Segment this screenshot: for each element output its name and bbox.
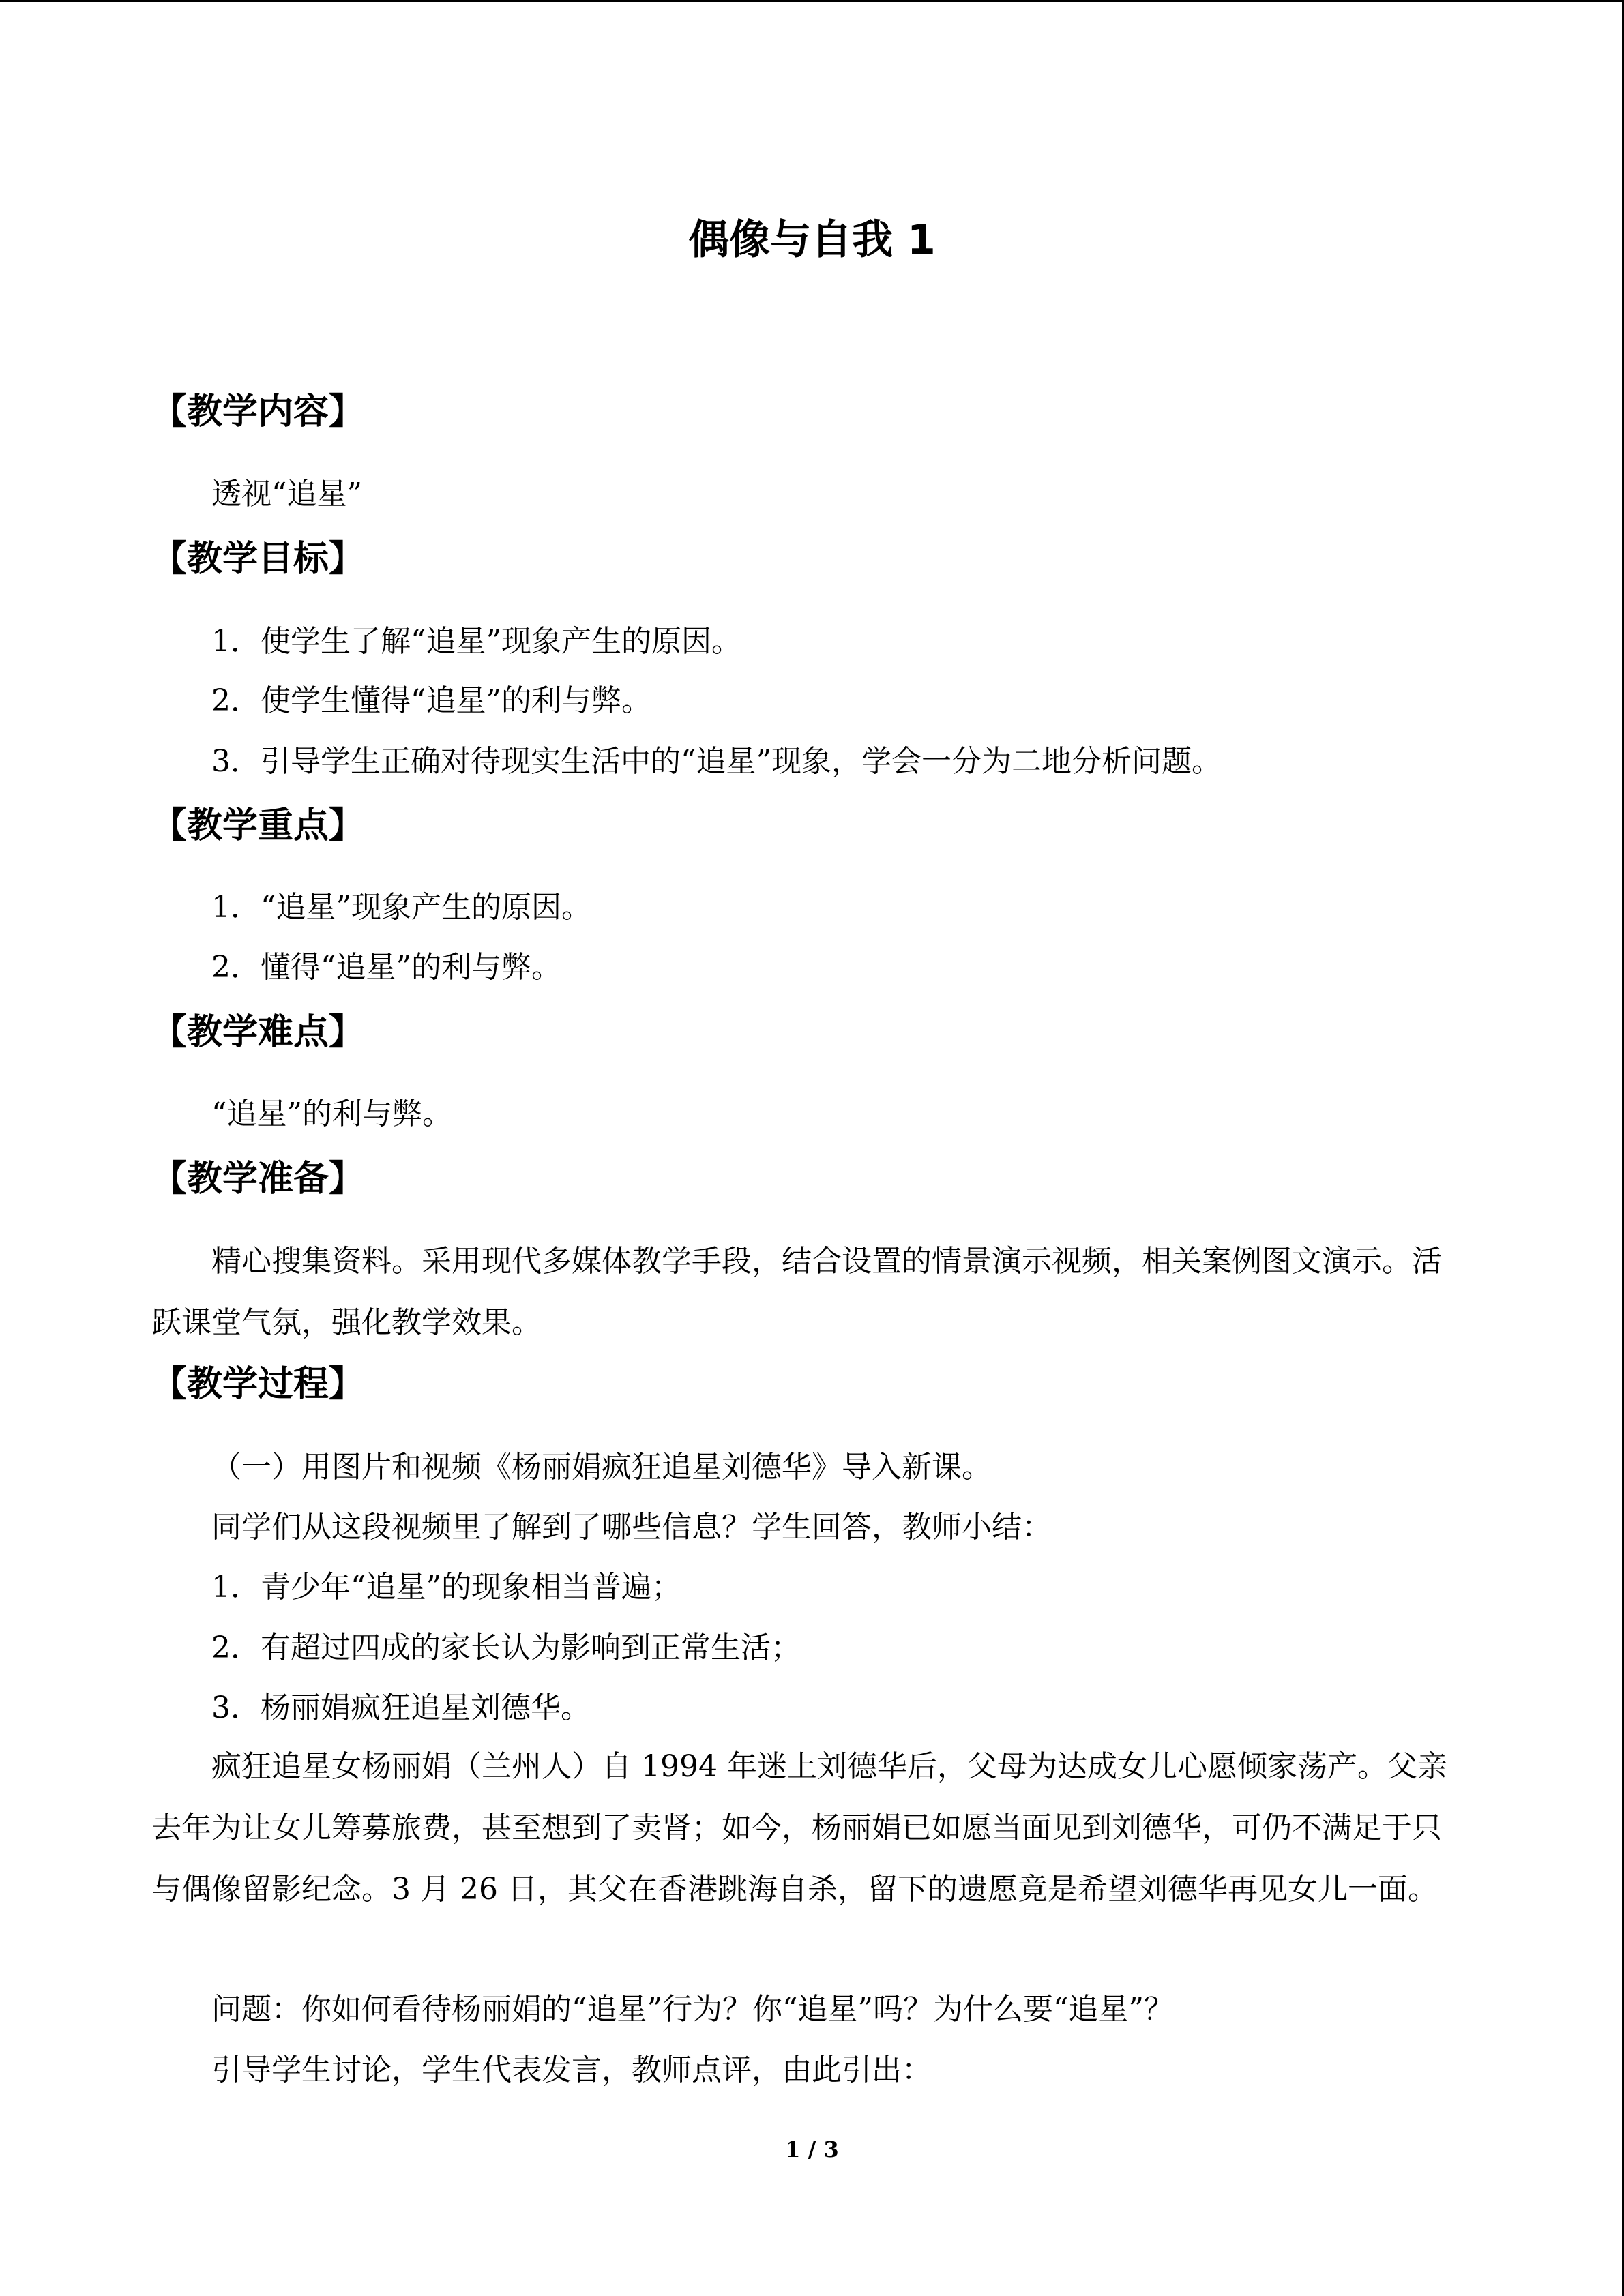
page-number: 1 / 3 [785, 2136, 839, 2162]
process-story-paragraph: 疯狂追星女杨丽娟（兰州人）自 1994 年迷上刘德华后，父母为达成女儿心愿倾家荡产。父亲去年为让女儿筹募旅费，甚至想到了卖肾；如今，杨丽娟已如愿当面见到刘德华，可仍不满足于只与偶像留影纪念。3 月 26 日，其父在香港跳海自杀，留下的遗愿竟是希望刘德华再见女儿一面。 [151, 1749, 1447, 1907]
section-heading-key-points: 【教学重点】 [151, 805, 365, 846]
process-item-3: 3．杨丽娟疯狂追星刘德华。 [211, 1690, 591, 1725]
goal-item-1: 1．使学生了解“追星”现象产生的原因。 [211, 624, 741, 659]
document-title: 偶像与自我 1 [688, 216, 936, 264]
section-heading-preparation: 【教学准备】 [151, 1159, 365, 1199]
section-heading-goals: 【教学目标】 [151, 539, 365, 580]
key-point-item-2: 2．懂得“追星”的利与弊。 [211, 950, 561, 985]
goal-item-2: 2．使学生懂得“追星”的利与弊。 [211, 683, 651, 718]
process-question-intro: 同学们从这段视频里了解到了哪些信息？学生回答，教师小结： [211, 1510, 1052, 1545]
process-item-2: 2．有超过四成的家长认为影响到正常生活； [211, 1630, 801, 1665]
page-border-top [0, 0, 1624, 2]
process-question: 问题：你如何看待杨丽娟的“追星”行为？你“追星”吗？为什么要“追星”？ [211, 1992, 1174, 2027]
process-item-1: 1．青少年“追星”的现象相当普遍； [211, 1570, 681, 1605]
content-text: 透视“追星” [211, 477, 362, 511]
preparation-paragraph: 精心搜集资料。采用现代多媒体教学手段，结合设置的情景演示视频，相关案例图文演示。活跃课堂气氛，强化教学效果。 [151, 1244, 1442, 1340]
process-guide: 引导学生讨论，学生代表发言，教师点评，由此引出： [211, 2053, 932, 2087]
difficulties-text: “追星”的利与弊。 [211, 1097, 452, 1131]
section-heading-content: 【教学内容】 [151, 391, 365, 432]
process-step-1: （一）用图片和视频《杨丽娟疯狂追星刘德华》导入新课。 [211, 1450, 992, 1485]
section-heading-process: 【教学过程】 [151, 1364, 365, 1405]
section-heading-difficulties: 【教学难点】 [151, 1012, 365, 1053]
key-point-item-1: 1．“追星”现象产生的原因。 [211, 890, 591, 925]
goal-item-3: 3．引导学生正确对待现实生活中的“追星”现象，学会一分为二地分析问题。 [211, 744, 1222, 779]
